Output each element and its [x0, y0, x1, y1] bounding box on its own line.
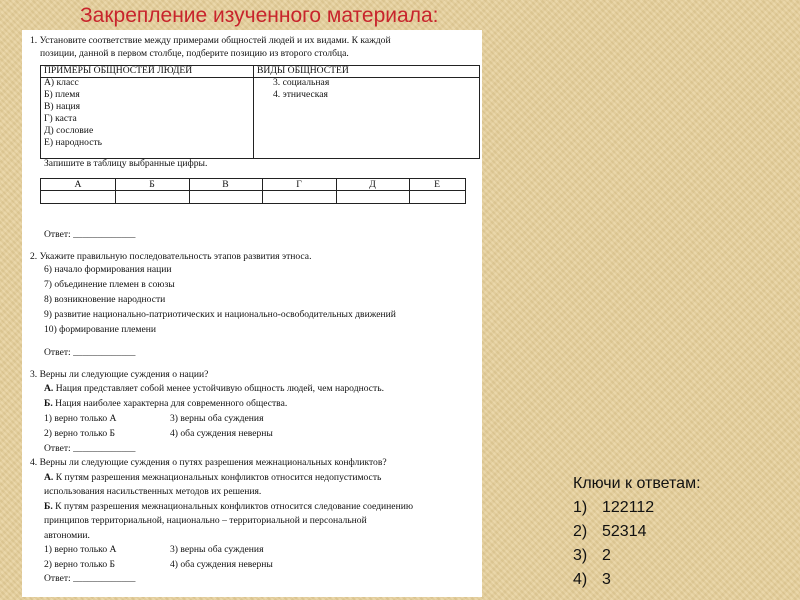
- q3-question: 3. Верны ли следующие суждения о нации?: [30, 369, 209, 380]
- q4-option-3: 3) верны оба суждения: [170, 544, 264, 555]
- q3-b-prefix: Б.: [44, 398, 53, 409]
- q4-option-2: 2) верно только Б: [44, 559, 116, 570]
- q4-b-line1: К путям разрешения межнациональных конфликтов относится следование соединению: [52, 501, 414, 512]
- q2-option: 6) начало формирования нации: [44, 264, 172, 275]
- answer-key-item: [573, 544, 701, 568]
- example-item: Г) каста: [44, 113, 77, 124]
- example-item: А) класс: [44, 77, 79, 88]
- q2-option: 9) развитие национально-патриотических и национально-освободительных движений: [44, 309, 396, 320]
- q4-b-line3: автономии.: [44, 530, 90, 541]
- answer-key-number: 2): [573, 523, 588, 540]
- example-item: Б) племя: [44, 89, 80, 100]
- slide-title: Закрепление изученного материала:: [80, 4, 439, 27]
- q1-text-line1: 1. Установите соответствие между примерами общностей людей и их видами. К каждой: [30, 35, 391, 46]
- type-item: 3. социальная: [273, 77, 330, 88]
- answer-key-value: 52314: [602, 523, 647, 540]
- q2-option: 7) объединение племен в союзы: [44, 279, 175, 290]
- q3-option-1: 1) верно только А: [44, 413, 117, 424]
- col1-header: ПРИМЕРЫ ОБЩНОСТЕЙ ЛЮДЕЙ: [44, 65, 193, 76]
- answer-grid-header: А: [74, 179, 82, 190]
- answer-key-item: [573, 496, 701, 520]
- q3-a-prefix: А.: [44, 383, 54, 394]
- q4-statement-a: [44, 472, 381, 484]
- answer-grid-header: Д: [369, 179, 376, 190]
- q4-option-4: 4) оба суждения неверны: [170, 559, 273, 570]
- answer-key-value: 3: [602, 571, 611, 588]
- answer-key-item: [573, 568, 701, 592]
- answer-key-value: 122112: [602, 499, 655, 516]
- q1-text-line2: позиции, данной в первом столбце, подберите позицию из второго столбца.: [40, 48, 349, 59]
- q3-b-text: Нация наиболее характерна для современного общества.: [52, 398, 288, 409]
- answer-grid-header: В: [222, 179, 229, 190]
- example-item: В) нация: [44, 101, 81, 112]
- q4-b-line2: принципов территориальной, национально – территориальной и персональной: [44, 515, 367, 526]
- answer-grid-header: Г: [296, 179, 302, 190]
- q3-answer-line: Ответ: _____________: [44, 443, 136, 454]
- worksheet: [22, 30, 482, 597]
- q4-a-line2: использования насильственных методов их решения.: [44, 486, 262, 497]
- q3-option-3: 3) верны оба суждения: [170, 413, 264, 424]
- answer-key-value: 2: [602, 547, 611, 564]
- q4-a-line1: К путям разрешения межнациональных конфликтов относится недопустимость: [53, 472, 382, 483]
- example-item: Д) сословие: [44, 125, 94, 136]
- answer-grid: [40, 178, 466, 204]
- q2-option: 8) возникновение народности: [44, 294, 166, 305]
- q2-question: 2. Укажите правильную последовательность этапов развития этноса.: [30, 251, 312, 262]
- answer-keys: [573, 472, 701, 592]
- q3-option-2: 2) верно только Б: [44, 428, 116, 439]
- col2-header: ВИДЫ ОБЩНОСТЕЙ: [257, 65, 349, 76]
- q4-option-1: 1) верно только А: [44, 544, 117, 555]
- q2-answer-line: Ответ: _____________: [44, 347, 136, 358]
- answer-key-number: 4): [573, 571, 588, 588]
- answer-key-number: 1): [573, 499, 588, 516]
- example-item: Е) народность: [44, 137, 103, 148]
- q4-statement-b: [44, 501, 413, 513]
- q1-answer-line: Ответ: _____________: [44, 229, 136, 240]
- answer-key-number: 3): [573, 547, 588, 564]
- q4-answer-line: Ответ: _____________: [44, 573, 136, 584]
- answer-grid-header: Е: [434, 179, 440, 190]
- q4-question: 4. Верны ли следующие суждения о путях разрешения межнациональных конфликтов?: [30, 457, 387, 468]
- q3-statement-a: [44, 383, 384, 395]
- type-item: 4. этническая: [273, 89, 328, 100]
- answer-key-item: [573, 520, 701, 544]
- answer-grid-header: Б: [149, 179, 155, 190]
- q3-a-text: Нация представляет собой менее устойчивую общность людей, чем народность.: [53, 383, 384, 394]
- q2-option: 10) формирование племени: [44, 324, 157, 335]
- q3-statement-b: [44, 398, 287, 410]
- q1-instruction: Запишите в таблицу выбранные цифры.: [44, 158, 208, 169]
- answer-keys-title: Ключи к ответам:: [573, 475, 701, 492]
- q4-b-prefix: Б.: [44, 501, 53, 512]
- matching-table: [40, 65, 480, 159]
- q3-option-4: 4) оба суждения неверны: [170, 428, 273, 439]
- q4-a-prefix: А.: [44, 472, 54, 483]
